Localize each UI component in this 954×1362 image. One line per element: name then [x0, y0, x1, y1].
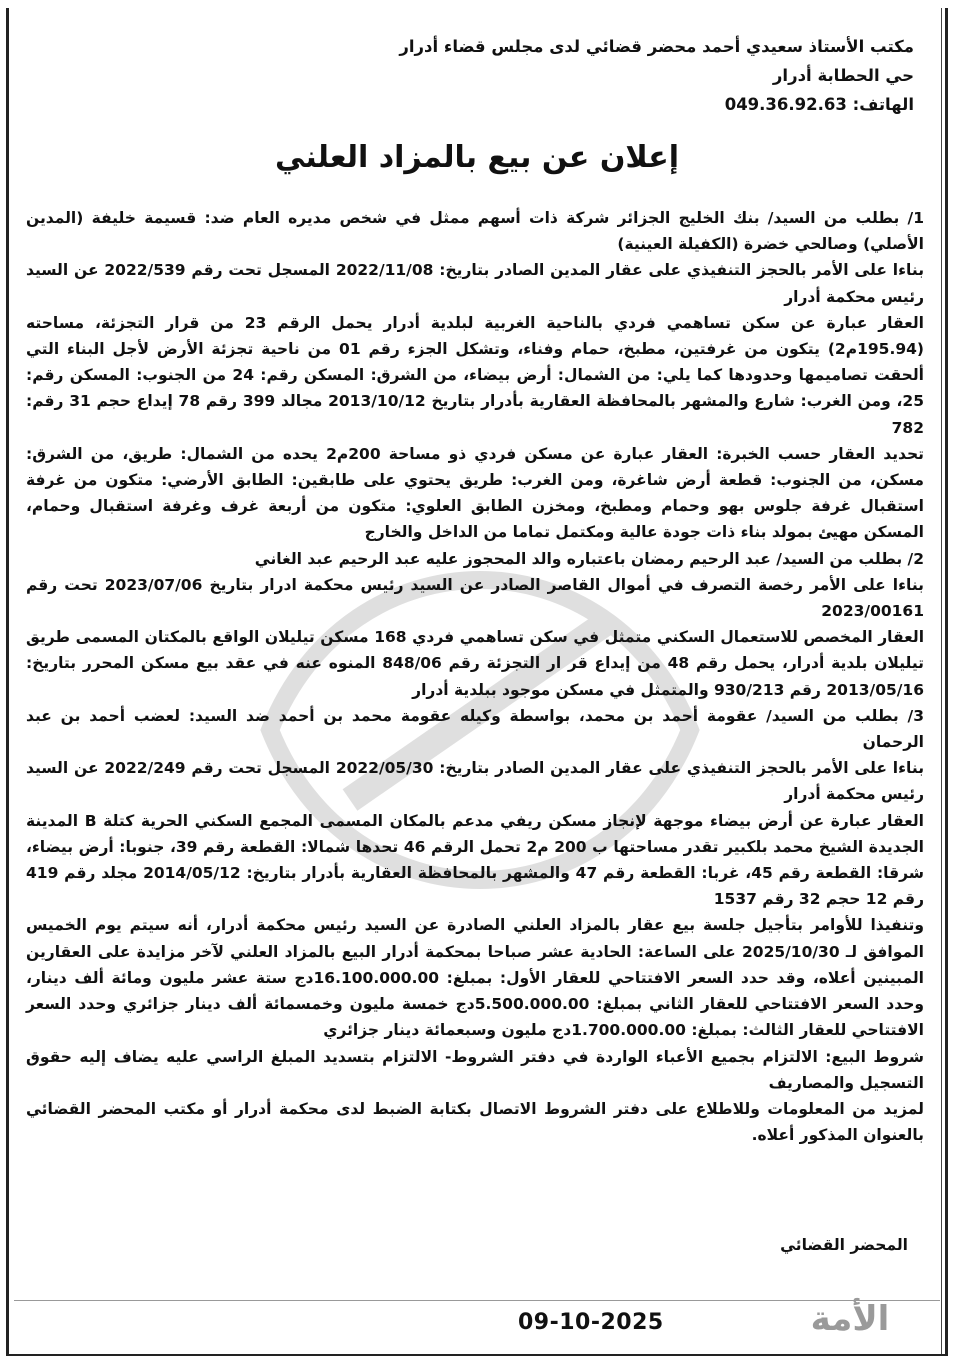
paragraph-7: العقار المخصص للاستعمال السكني متمثل في سكن تساهمي فردي 168 مسكن تيليلان الواقع بالمكتان المسمى طريق تيليلان بلدية أدرار، يحمل رقم 48 من إيداع قر ار التجزئة رقم 848/06 المنوه عنه في عقد بيع مسكن المحرر بتاريخ: 2013/05/16 رقم 930/213 والمتمثل في مسكن موجود ببلدية أدرار	[26, 628, 925, 699]
publication-date: 09-10-2025	[518, 1310, 664, 1335]
paragraph-5: 2/ بطلب من السيد/ عبد الرحيم رمضان باعتباره والد المحجوز عليه عبد الرحيم عبد الغاني	[254, 549, 924, 568]
signature: المحضر القضائي	[780, 1236, 908, 1254]
paragraph-12: شروط البيع: الالتزام بجميع الأعباء الواردة في دفتر الشروط- الالتزام بتسديد المبلغ الراسي عليه يضاف إليه حقوق التسجيل والمصاريف	[26, 1047, 924, 1092]
phone-number: 049.36.92.63	[724, 95, 847, 114]
newspaper-logo	[790, 1294, 910, 1340]
office-name: مكتب الأستاذ سعيدي أحمد محضر قضائي لدى مجلس قضاء أدرار	[399, 37, 914, 56]
office-phone	[214, 90, 914, 119]
right-border	[945, 8, 948, 1354]
right-border-inner	[941, 8, 942, 1354]
logo-text: الأمة	[810, 1299, 890, 1339]
announcement-body	[26, 205, 924, 1148]
paragraph-13: لمزيد من المعلومات وللاطلاع على دفتر الشروط الاتصال بكتابة الضبط لدى محكمة أدرار أو مكتب المحضر القضائي بالعنوان المذكور أعلاه.	[26, 1099, 924, 1145]
office-address: حي الحطابة أدرار	[772, 66, 914, 85]
paragraph-4: تحديد العقار حسب الخبرة: العقار عبارة عن مسكن فردي ذو مساحة 200م2 يحده من الشمال: طريق، من الشرق: مسكن، من الجنوب: قطعة أرض شاغرة، ومن الغرب: طريق يحتوي على طابقين: الطابق الأرضي: متكون من غرفة استقبال غرفة جلوس بهو وحمام ومطبخ، ومخزن الطابق العلوي: متكون من أربعة غرف وغرفة استقبال وحمام، المسكن مهيئ بمولد بناء ذات جودة عالية ومكتمل تماما من الداخل والخارج	[26, 444, 924, 542]
paragraph-10: العقار عبارة عن أرض بيضاء موجهة لإنجاز مسكن ريفي مدعم بالمكان المسمى المجمع السكني الحرية كتلة B المدينة الجديدة الشيخ محمد بلكبير تقدر مساحتها ب 200 م2 تحمل الرقم 46 تحدها شمالا: القطعة رقم 39، جنوبا: أرض بيضاء، شرقا: القطعة رقم 45، غربا: القطعة رقم 47 والمشهر بالمحافظة العقارية بأدرار بتاريخ: 2014/05/12 مجلد رقم 419 رقم 12 حجم 32 رقم 1537	[26, 811, 925, 909]
paragraph-3: العقار عبارة عن سكن تساهمي فردي بالناحية الغربية لبلدية أدرار يحمل الرقم 23 من قرار التجزئة، مساحته (195.94م2) يتكون من غرفتين، مطبخ، حمام وفناء، وتشكل الجزء رقم 01 من ناحية تجزئة الأرض لأجل البناء التي ألحقت تصاميمها وحدودها كما يلي: من الشمال: أرض بيضاء، من الشرق: المسكن رقم: 24 من الجنوب: المسكن رقم: 25، ومن الغرب: شارع والمشهر بالمحافظة العقارية بأدرار بتاريخ 2013/10/12 مجالد 399 رقم 78 إيداع حجم 31 رقم: 782	[26, 313, 925, 437]
phone-label: الهاتف:	[852, 95, 914, 114]
paragraph-1: 1/ بطلب من السيد/ بنك الخليج الجزائر شركة ذات أسهم ممثل في شخص مديره العام ضد: قسيمة خليفة (المدين الأصلي) وصالحي خضرة (الكفيلة العينية)	[26, 209, 924, 254]
office-header	[214, 32, 914, 119]
paragraph-11: وتنفيذا للأوامر بتأجيل جلسة بيع عقار بالمزاد العلني الصادرة عن السيد رئيس محكمة أدرار، أنه سيتم يوم الخميس الموافق لـ 2025/10/30 على الساعة: الحادية عشر صباحا بمحكمة أدرار البيع بالمزاد العلني لآخر مزايدة على العقارين المبينين أعلاه، وقد حدد السعر الافتتاحي للعقار الأول: بمبلغ: 16.100.000.00دج ستة عشر مليون ومائة ألف دينار، وحدد السعر الافتتاحي للعقار الثاني بمبلغ: 5.500.000.00دج خمسة مليون وخمسمائة ألف دينار جزائري وحدد السعر الافتتاحي للعقار الثالث: بمبلغ: 1.700.000.00دج مليون وسبعمائة دينار جزائري	[26, 916, 925, 1040]
paragraph-2: بناءا على الأمر بالحجز التنفيذي على عقار المدين الصادر بتاريخ: 2022/11/08 المسجل تحت رقم 2022/539 عن السيد رئيس محكمة أدرار	[26, 261, 925, 306]
paragraph-8: 3/ بطلب من السيد/ عقومة أحمد بن محمد، بواسطة وكيله عقومة محمد بن أحمد ضد السيد: لعضب أحمد بن عبد الرحمان	[26, 706, 924, 752]
left-border	[6, 8, 9, 1354]
paragraph-6: بناءا على الأمر رخصة التصرف في أموال القاصر الصادر عن السيد رئيس محكمة ادرار بتاريخ 2023/07/06 تحت رقم 2023/00161	[26, 575, 925, 621]
paragraph-9: بناءا على الأمر بالحجز التنفيذي على عقار المدين الصادر بتاريخ: 2022/05/30 المسجل تحت رقم 2022/249 عن السيد رئيس محكمة أدرار	[26, 759, 925, 804]
bottom-border	[6, 1354, 948, 1356]
announcement-title: إعلان عن بيع بالمزاد العلني	[274, 140, 679, 175]
